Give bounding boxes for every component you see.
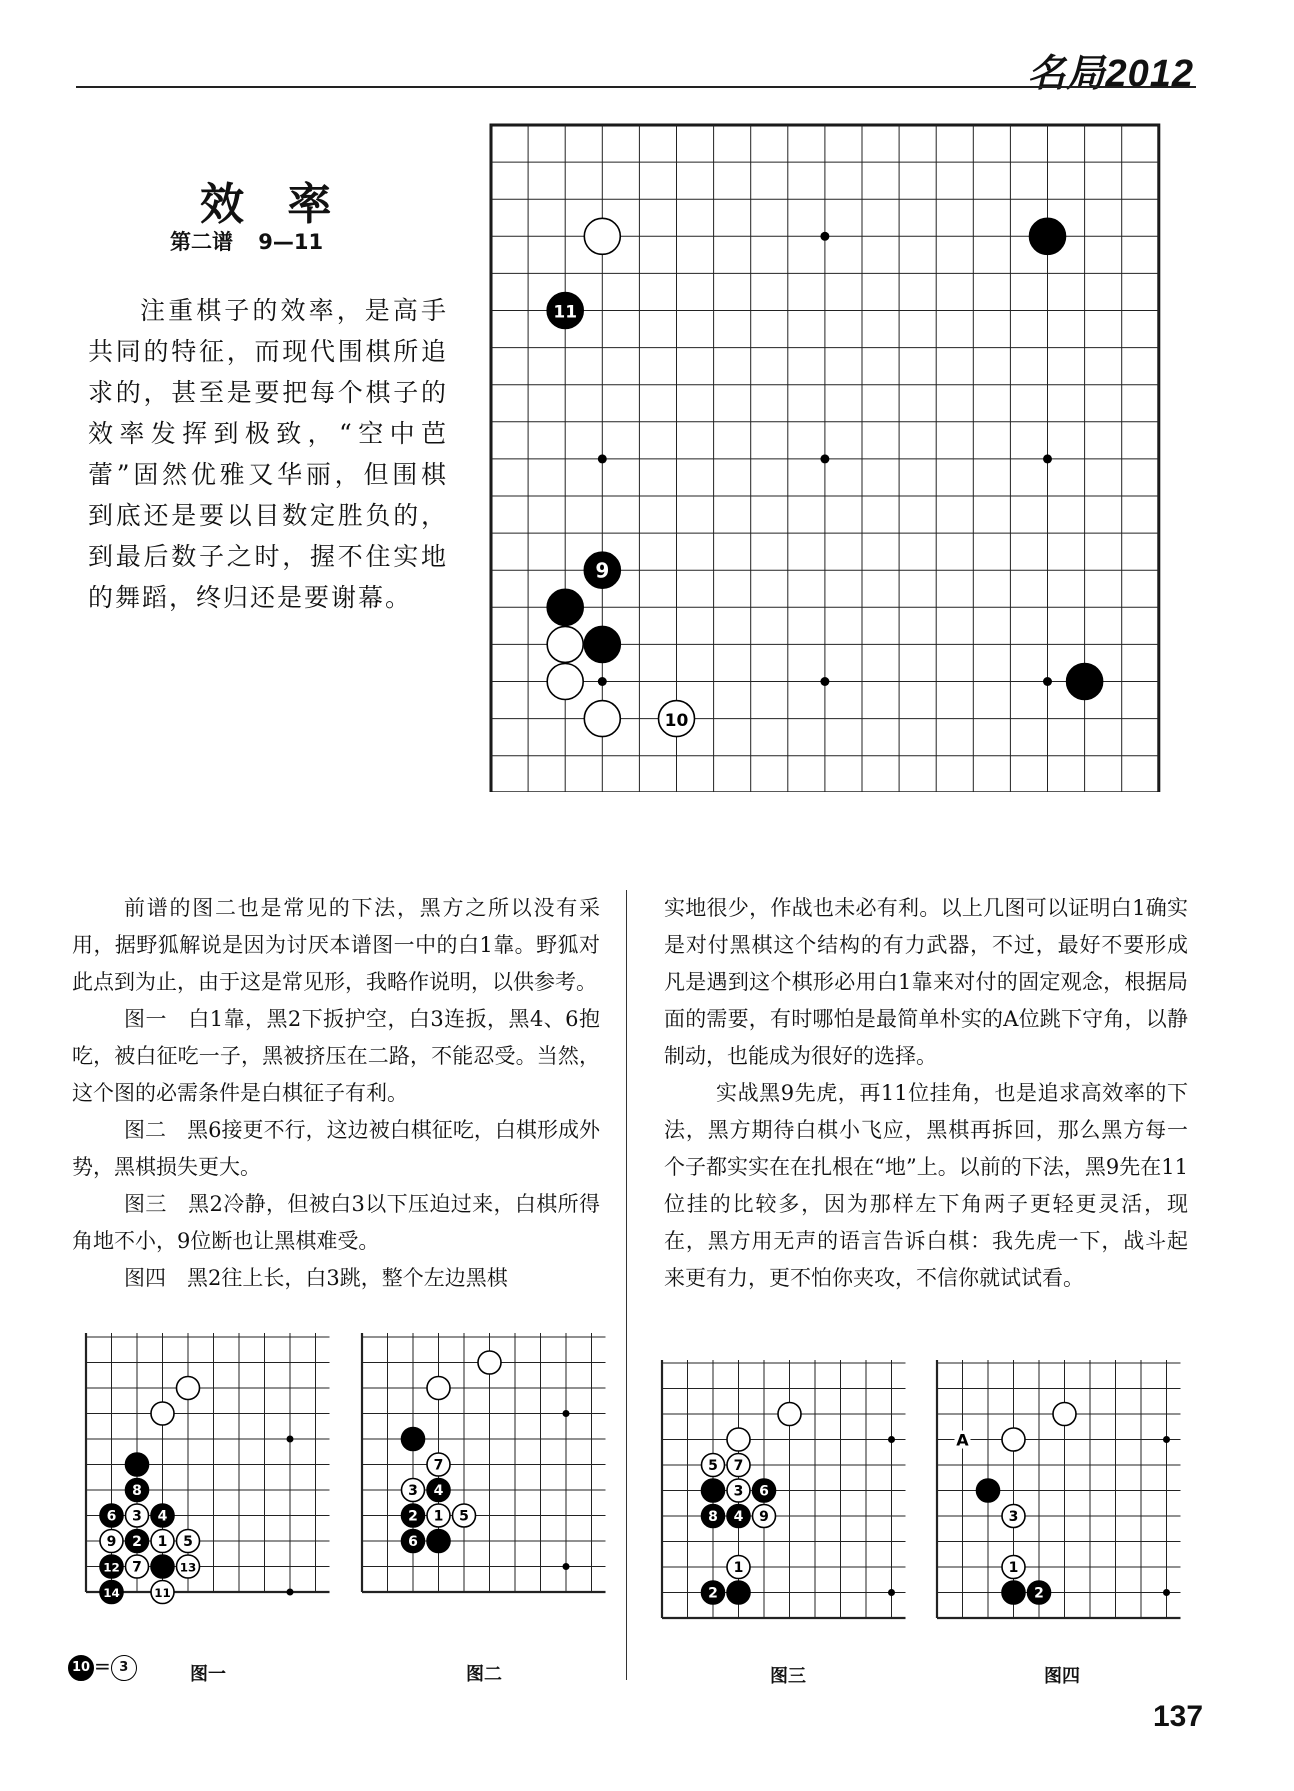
move-number: 6 bbox=[408, 1534, 418, 1551]
star-point bbox=[888, 1589, 895, 1596]
white-stone bbox=[177, 1377, 200, 1400]
move-number: 1 bbox=[433, 1508, 444, 1525]
black-stone bbox=[547, 589, 583, 625]
black-stone bbox=[402, 1428, 425, 1451]
move-number: 1 bbox=[733, 1560, 744, 1577]
white-stone bbox=[126, 1504, 149, 1527]
move-number: 1 bbox=[1008, 1560, 1019, 1577]
white-stone bbox=[727, 1556, 750, 1579]
move-number: 1 bbox=[157, 1534, 168, 1551]
black-stone bbox=[702, 1479, 725, 1502]
black-stone bbox=[702, 1581, 725, 1604]
white-stone bbox=[151, 1402, 174, 1425]
black-stone bbox=[1002, 1581, 1025, 1604]
move-number: 4 bbox=[433, 1483, 444, 1500]
black-stone bbox=[1028, 1581, 1051, 1604]
white-stone bbox=[584, 218, 620, 254]
diagram-fig1 bbox=[80, 1333, 350, 1628]
white-stone bbox=[702, 1454, 725, 1477]
move-number: 7 bbox=[132, 1559, 142, 1576]
white-stone bbox=[427, 1453, 450, 1476]
black-stone bbox=[977, 1479, 1000, 1502]
move-number: 6 bbox=[759, 1483, 769, 1500]
body-column-right bbox=[664, 890, 1188, 1297]
move-number: 5 bbox=[183, 1534, 193, 1551]
star-point bbox=[287, 1589, 294, 1596]
black-stone bbox=[100, 1555, 123, 1578]
star-point bbox=[1043, 677, 1052, 686]
white-stone bbox=[584, 701, 620, 737]
body-paragraph: 图四 黑2往上长，白3跳，整个左边黑棋 bbox=[124, 1266, 508, 1290]
star-point bbox=[598, 677, 607, 686]
move-number: 3 bbox=[132, 1508, 142, 1525]
move-number: 2 bbox=[708, 1585, 718, 1602]
body-column-left bbox=[72, 890, 600, 1297]
black-stone bbox=[427, 1479, 450, 1502]
white-stone bbox=[151, 1530, 174, 1553]
white-stone bbox=[1002, 1428, 1025, 1451]
move-number: 3 bbox=[1008, 1509, 1019, 1526]
page-number: 137 bbox=[1153, 1700, 1204, 1733]
header-rule bbox=[76, 86, 1196, 88]
white-stone bbox=[1002, 1556, 1025, 1579]
diagram-label-fig4: 图四 bbox=[1044, 1666, 1080, 1687]
body-paragraph: 图一 白1靠，黑2下扳护空，白3连扳，黑4、6抱吃，被白征吃一子，黑被挤压在二路，不能忍受。当然，这个图的必需条件是白棋征子有利。 bbox=[72, 1007, 600, 1105]
black-stone bbox=[402, 1504, 425, 1527]
white-stone bbox=[453, 1504, 476, 1527]
black-stone bbox=[547, 293, 583, 329]
black-stone bbox=[584, 552, 620, 588]
move-number: 7 bbox=[733, 1458, 744, 1475]
move-number: 14 bbox=[103, 1586, 120, 1601]
diagram-fig4 bbox=[931, 1360, 1193, 1655]
white-stone bbox=[427, 1377, 450, 1400]
diagram-fig3 bbox=[656, 1360, 918, 1655]
move-number: 7 bbox=[433, 1457, 444, 1474]
white-stone bbox=[151, 1581, 174, 1604]
white-stone bbox=[126, 1555, 149, 1578]
star-point bbox=[1043, 454, 1052, 463]
white-stone bbox=[727, 1479, 750, 1502]
white-stone bbox=[547, 626, 583, 662]
black-stone bbox=[702, 1505, 725, 1528]
white-stone bbox=[100, 1530, 123, 1553]
magazine-header-title: 名局2012 bbox=[1027, 53, 1194, 95]
black-stone bbox=[584, 626, 620, 662]
intro-paragraph: 注重棋子的效率，是高手共同的特征，而现代围棋所追求的，甚至是要把每个棋子的效率发挥到极致，“空中芭蕾”固然优雅又华丽，但围棋到底还是要以目数定胜负的，到最后数子之时，握不住实地的舞蹈，终归还是要谢幕。 bbox=[88, 296, 448, 612]
body-paragraph: 图二 黑6接更不行，这边被白棋征吃，白棋形成外势，黑棋损失更大。 bbox=[72, 1118, 600, 1179]
white-stone bbox=[727, 1454, 750, 1477]
move-number: 13 bbox=[179, 1560, 197, 1575]
move-number: 4 bbox=[157, 1508, 168, 1525]
white-stone bbox=[177, 1555, 200, 1578]
main-go-board bbox=[485, 120, 1180, 792]
point-a-marker: A bbox=[956, 1430, 969, 1450]
black-stone bbox=[402, 1530, 425, 1553]
white-stone bbox=[1002, 1505, 1025, 1528]
move-number: 12 bbox=[103, 1560, 120, 1575]
white-stone bbox=[478, 1351, 501, 1374]
star-point bbox=[598, 454, 607, 463]
star-point bbox=[820, 677, 829, 686]
white-stone bbox=[547, 664, 583, 700]
star-point bbox=[820, 454, 829, 463]
move-number: 5 bbox=[459, 1508, 469, 1525]
black-stone bbox=[1067, 664, 1103, 700]
star-point bbox=[888, 1436, 895, 1443]
star-point bbox=[287, 1436, 294, 1443]
star-point bbox=[1163, 1589, 1170, 1596]
article-subtitle: 第二谱 9—11 bbox=[170, 230, 324, 254]
star-point bbox=[820, 232, 829, 241]
move-number: 10 bbox=[664, 710, 689, 731]
white-stone-ref: 3 bbox=[111, 1655, 137, 1681]
black-stone bbox=[1030, 218, 1066, 254]
white-stone bbox=[727, 1428, 750, 1451]
diagram-label-fig3: 图三 bbox=[770, 1666, 806, 1687]
move-number: 9 bbox=[595, 558, 610, 583]
black-stone bbox=[126, 1530, 149, 1553]
move-number: 11 bbox=[553, 302, 578, 323]
black-stone bbox=[126, 1453, 149, 1476]
white-stone bbox=[1053, 1403, 1076, 1426]
black-stone-ref: 10 bbox=[68, 1655, 94, 1681]
body-paragraph: 图三 黑2冷静，但被白3以下压迫过来，白棋所得角地不小，9位断也让黑棋难受。 bbox=[72, 1192, 600, 1253]
equals-sign: = bbox=[94, 1654, 111, 1678]
move-number: 6 bbox=[106, 1508, 117, 1525]
article-title: 效 率 bbox=[200, 179, 346, 230]
move-number: 2 bbox=[132, 1534, 142, 1551]
star-point bbox=[563, 1563, 570, 1570]
move-number: 5 bbox=[708, 1458, 718, 1475]
diagram-label-fig1: 图一 bbox=[190, 1664, 226, 1685]
body-paragraph: 前谱的图二也是常见的下法，黑方之所以没有采用，据野狐解说是因为讨厌本谱图一中的白1靠。野狐对此点到为止，由于这是常见形，我略作说明，以供参考。 bbox=[72, 896, 600, 994]
white-stone bbox=[177, 1530, 200, 1553]
star-point bbox=[1163, 1436, 1170, 1443]
move-number: 3 bbox=[733, 1483, 744, 1500]
move-number: 4 bbox=[733, 1509, 744, 1526]
black-stone bbox=[151, 1504, 174, 1527]
move-number: 9 bbox=[759, 1509, 769, 1526]
black-stone bbox=[100, 1581, 123, 1604]
move-number: 9 bbox=[106, 1534, 117, 1551]
move-number: 8 bbox=[708, 1509, 718, 1526]
column-divider bbox=[626, 890, 627, 1680]
white-stone bbox=[402, 1479, 425, 1502]
move-number: 8 bbox=[132, 1483, 142, 1500]
white-stone bbox=[427, 1504, 450, 1527]
black-stone bbox=[100, 1504, 123, 1527]
black-stone bbox=[727, 1505, 750, 1528]
black-stone bbox=[151, 1555, 174, 1578]
body-paragraph: 实地很少，作战也未必有利。以上几图可以证明白1确实是对付黑棋这个结构的有力武器，不过，最好不要形成凡是遇到这个棋形必用白1靠来对付的固定观念，根据局面的需要，有时哪怕是最简单朴实的A位跳下守角，以静制动，也能成为很好的选择。 bbox=[664, 896, 1188, 1068]
black-stone bbox=[427, 1530, 450, 1553]
black-stone bbox=[727, 1581, 750, 1604]
diagram-label-fig2: 图二 bbox=[466, 1664, 502, 1685]
body-paragraph: 实战黑9先虎，再11位挂角，也是追求高效率的下法，黑方期待白棋小飞应，黑棋再拆回，那么黑方每一个子都实实在在扎根在“地”上。以前的下法，黑9先在11位挂的比较多，因为那样左下角两子更轻更灵活，现在，黑方用无声的语言告诉白棋：我先虎一下，战斗起来更有力，更不怕你夹攻，不信你就试试看。 bbox=[664, 1081, 1188, 1290]
black-stone bbox=[753, 1479, 776, 1502]
move-number: 2 bbox=[1034, 1585, 1044, 1602]
move-number: 2 bbox=[408, 1508, 418, 1525]
white-stone bbox=[753, 1505, 776, 1528]
diagram-fig2 bbox=[356, 1333, 626, 1628]
white-stone bbox=[778, 1403, 801, 1426]
move-number: 3 bbox=[408, 1483, 418, 1500]
white-stone bbox=[659, 701, 695, 737]
move-number: 11 bbox=[154, 1586, 171, 1601]
diagram-footnote bbox=[68, 1654, 137, 1681]
black-stone bbox=[126, 1479, 149, 1502]
star-point bbox=[563, 1410, 570, 1417]
